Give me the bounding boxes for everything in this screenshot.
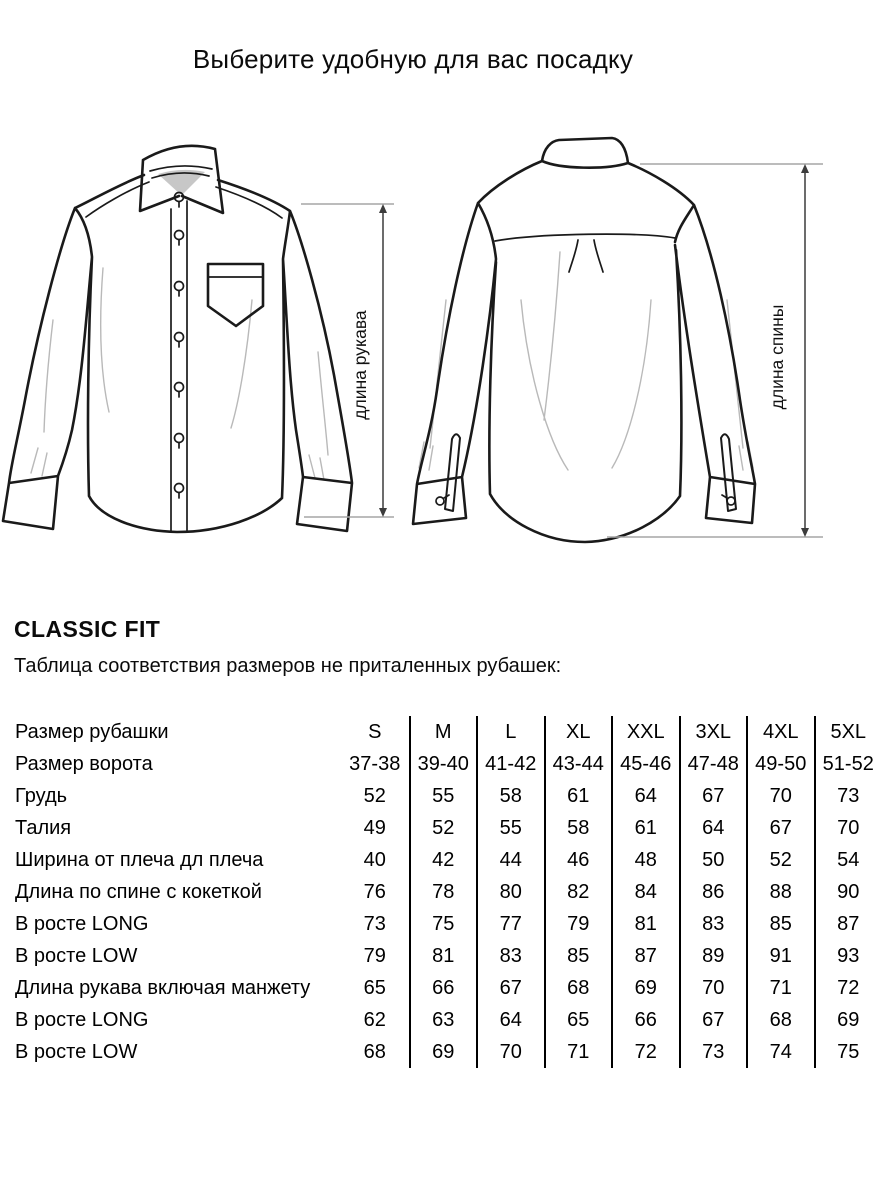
cell: 51-52 — [814, 748, 881, 780]
size-column-header: 3XL — [679, 716, 747, 748]
cell: 79 — [363, 944, 386, 967]
row-label: Длина рукава включая манжету — [15, 976, 311, 999]
cell: 83 — [476, 940, 544, 972]
table-row — [0, 908, 881, 940]
cell: 50 — [679, 844, 747, 876]
size-column-header: S — [368, 720, 382, 743]
extension-lines — [301, 204, 394, 517]
table-row — [0, 812, 881, 844]
cell: 70 — [476, 1036, 544, 1068]
cell: 73 — [814, 780, 881, 812]
button-stems — [444, 495, 727, 498]
cell: 48 — [611, 844, 679, 876]
cell: 81 — [409, 940, 477, 972]
cell: 68 — [746, 1004, 814, 1036]
table-row — [0, 940, 881, 972]
cell: 75 — [409, 908, 477, 940]
cuff-buttons — [436, 495, 735, 505]
cell: 65 — [544, 1004, 612, 1036]
cell: 67 — [476, 972, 544, 1004]
back-length-dimension — [607, 164, 823, 537]
table-row — [0, 876, 881, 908]
cell: 73 — [363, 912, 386, 935]
cell: 58 — [476, 780, 544, 812]
front-shirt-outline — [3, 146, 352, 532]
arrowhead-up-icon — [379, 204, 387, 213]
button — [175, 484, 184, 493]
cell: 43-44 — [544, 748, 612, 780]
cell: 52 — [746, 844, 814, 876]
cell: 69 — [409, 1036, 477, 1068]
cell: 70 — [679, 972, 747, 1004]
size-column-header: 5XL — [814, 716, 881, 748]
size-column-header: XXL — [611, 716, 679, 748]
size-column-header: L — [476, 716, 544, 748]
cell: 88 — [746, 876, 814, 908]
cell: 72 — [611, 1036, 679, 1068]
cell: 52 — [409, 812, 477, 844]
cell: 68 — [363, 1040, 386, 1063]
cell: 40 — [363, 848, 386, 871]
cell: 93 — [814, 940, 881, 972]
sleeve-length-dimension — [301, 204, 394, 517]
back-shirt-drawing — [413, 138, 755, 542]
table-row — [0, 1036, 881, 1068]
button — [727, 497, 735, 505]
back-length-label: длина спины — [767, 304, 787, 410]
table-caption: Таблица соответствия размеров не приталенных рубашек: — [14, 655, 562, 677]
button — [175, 383, 184, 392]
size-column-header: XL — [544, 716, 612, 748]
cell: 68 — [544, 972, 612, 1004]
table-row — [0, 972, 881, 1004]
row-label: В росте LONG — [15, 912, 149, 935]
row-label: Ширина от плеча дл плеча — [15, 848, 264, 871]
cell: 78 — [409, 876, 477, 908]
front-buttons — [175, 193, 184, 499]
cell: 69 — [814, 1004, 881, 1036]
cell: 85 — [746, 908, 814, 940]
cell: 58 — [544, 812, 612, 844]
cell: 86 — [679, 876, 747, 908]
row-label: Размер ворота — [15, 752, 153, 775]
cell: 46 — [544, 844, 612, 876]
cell: 71 — [544, 1036, 612, 1068]
table-row — [0, 748, 881, 780]
cell: 87 — [611, 940, 679, 972]
cell: 73 — [679, 1036, 747, 1068]
row-label: Талия — [15, 816, 72, 839]
cell: 67 — [679, 780, 747, 812]
cell: 64 — [679, 812, 747, 844]
page-title: Выберите удобную для вас посадку — [192, 44, 634, 74]
table-row — [0, 780, 881, 812]
cell: 66 — [409, 972, 477, 1004]
cell: 76 — [363, 880, 386, 903]
table-row — [0, 1004, 881, 1036]
cell: 83 — [679, 908, 747, 940]
cell: 39-40 — [409, 748, 477, 780]
back-seam-lines — [495, 234, 675, 272]
cell: 41-42 — [476, 748, 544, 780]
cell: 85 — [544, 940, 612, 972]
back-shirt-outline — [413, 138, 755, 542]
front-seam-lines — [86, 166, 282, 531]
cell: 84 — [611, 876, 679, 908]
cell: 72 — [814, 972, 881, 1004]
button — [175, 282, 184, 291]
arrowhead-down-icon — [379, 508, 387, 517]
cell: 67 — [746, 812, 814, 844]
cell: 55 — [476, 812, 544, 844]
cell: 70 — [814, 812, 881, 844]
cell: 71 — [746, 972, 814, 1004]
button — [175, 333, 184, 342]
cell: 87 — [814, 908, 881, 940]
cell: 89 — [679, 940, 747, 972]
cell: 62 — [363, 1008, 386, 1031]
cell: 65 — [363, 976, 386, 999]
size-column-header: M — [409, 716, 477, 748]
cell: 47-48 — [679, 748, 747, 780]
button — [436, 497, 444, 505]
cell: 81 — [611, 908, 679, 940]
cell: 77 — [476, 908, 544, 940]
row-label: В росте LOW — [15, 1040, 138, 1063]
cell: 66 — [611, 1004, 679, 1036]
fit-heading: CLASSIC FIT — [14, 616, 161, 642]
cell: 45-46 — [611, 748, 679, 780]
cell: 80 — [476, 876, 544, 908]
cell: 49-50 — [746, 748, 814, 780]
cell: 74 — [746, 1036, 814, 1068]
cell: 70 — [746, 780, 814, 812]
cell: 90 — [814, 876, 881, 908]
table-header-label: Размер рубашки — [15, 720, 169, 743]
button — [175, 231, 184, 240]
cell: 61 — [611, 812, 679, 844]
cell: 44 — [476, 844, 544, 876]
cell: 54 — [814, 844, 881, 876]
row-label: Длина по спине с кокеткой — [15, 880, 262, 903]
cell: 91 — [746, 940, 814, 972]
table-row — [0, 844, 881, 876]
arrowhead-up-icon — [801, 164, 809, 173]
cell: 64 — [476, 1004, 544, 1036]
button — [175, 434, 184, 443]
size-column-header: 4XL — [746, 716, 814, 748]
cell: 79 — [544, 908, 612, 940]
cell: 42 — [409, 844, 477, 876]
cell: 52 — [363, 784, 386, 807]
cell: 49 — [363, 816, 386, 839]
table-header-row — [0, 716, 881, 748]
cell: 64 — [611, 780, 679, 812]
row-label: В росте LOW — [15, 944, 138, 967]
cell: 75 — [814, 1036, 881, 1068]
front-shirt-drawing — [3, 146, 352, 532]
cell: 55 — [409, 780, 477, 812]
arrowhead-down-icon — [801, 528, 809, 537]
cell: 63 — [409, 1004, 477, 1036]
sleeve-length-label: длина рукава — [350, 310, 370, 420]
extension-lines — [607, 164, 823, 537]
row-label: В росте LONG — [15, 1008, 149, 1031]
cell: 69 — [611, 972, 679, 1004]
cell: 82 — [544, 876, 612, 908]
row-label: Грудь — [15, 784, 68, 807]
size-table — [0, 716, 881, 1068]
cell: 37-38 — [349, 752, 401, 775]
cell: 61 — [544, 780, 612, 812]
cell: 67 — [679, 1004, 747, 1036]
